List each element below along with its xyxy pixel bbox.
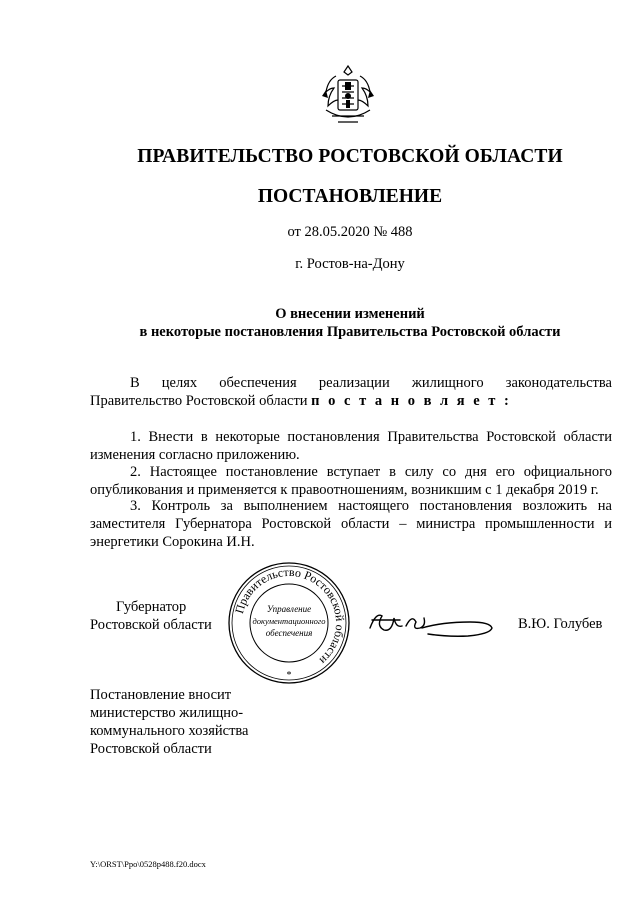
decree-item-3: 3. Контроль за выполнением настоящего постановления возложить на заместителя Губернатора Ростовской области – министра промышленности и энергетики Сорокина И.Н. [90,498,612,550]
issuer-line-4: Ростовской области [90,741,212,757]
official-seal-icon [226,560,352,686]
document-type: ПОСТАНОВЛЕНИЕ [257,186,443,207]
decree-item-2: 2. Настоящее постановление вступает в силу со дня его официального опубликования и применяется к правоотношениям, возникшим с 1 декабря 2019 г. [90,464,612,498]
issuer-line-3: коммунального хозяйства [90,723,249,739]
issuer-line-2: министерство жилищно- [90,705,244,721]
signatory-title [90,598,230,634]
signatory-title-line-1: Губернатор [116,599,187,615]
preamble [90,374,612,410]
document-date-number: от 28.05.2020 № 488 [287,224,413,240]
decree-item-1: 1. Внести в некоторые постановления Правительства Ростовской области изменения согласно приложению. [90,429,612,463]
svg-text:*: * [286,670,292,681]
issuer-line-1: Постановление вносит [90,687,232,703]
preamble-line-2 [90,392,612,410]
file-path: Y:\ORST\Ppo\0528p488.f20.docx [90,859,206,869]
subject-line-1: О внесении изменений [275,306,425,322]
preamble-line-1: В целях обеспечения реализации жилищного законодательства [130,375,612,391]
seal-inner-line-1: Управление [266,604,312,614]
document-city: г. Ростов-на-Дону [295,256,405,272]
government-title: ПРАВИТЕЛЬСТВО РОСТОВСКОЙ ОБЛАСТИ [137,146,563,167]
handwritten-signature-icon [366,606,496,640]
seal-inner-line-2: документационного [252,616,326,626]
signatory-title-line-2: Ростовской области [90,617,212,633]
decree-keyword: п о с т а н о в л я е т : [311,393,512,409]
subject-line-2: в некоторые постановления Правительства Ростовской области [139,324,561,340]
signatory-name: В.Ю. Голубев [518,616,603,632]
preamble-line-2-text: Правительство Ростовской области [90,393,312,409]
seal-ring-text: Правительство Ростовской области [232,564,348,668]
coat-of-arms-icon [316,62,380,128]
seal-inner-line-3: обеспечения [265,628,313,638]
issuer-note [90,686,310,758]
